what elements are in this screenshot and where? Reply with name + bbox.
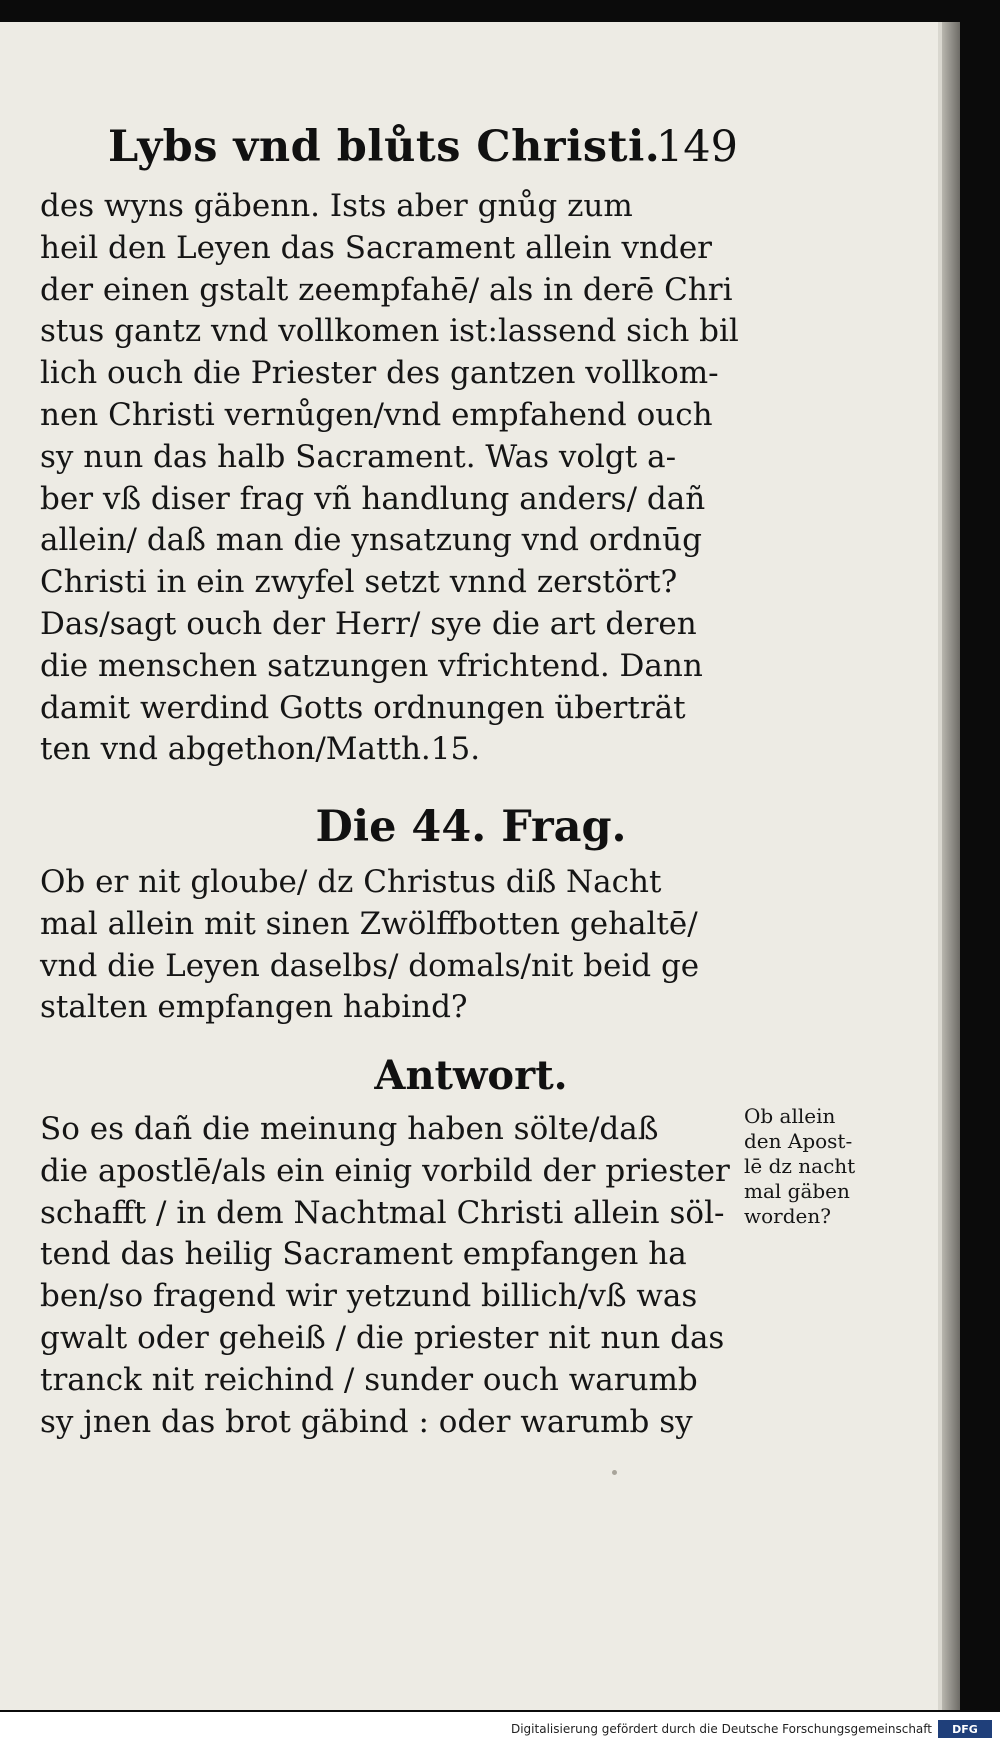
dfg-logo: DFG xyxy=(938,1720,992,1738)
text-line: der einen gstalt zeempfahē/ als in derē Chri xyxy=(40,271,733,308)
text-line: ber vß diser frag vñ handlung anders/ dañ xyxy=(40,480,706,517)
answer-text xyxy=(40,1109,740,1443)
text-line: gwalt oder geheiß / die priester nit nun das xyxy=(40,1319,725,1356)
text-line: Das/sagt ouch der Herr/ sye die art deren xyxy=(40,605,697,642)
text-line: die apostlē/als ein einig vorbild der priester xyxy=(40,1152,730,1189)
text-line: ben/so fragend wir yetzund billich/vß was xyxy=(40,1278,698,1315)
page-number: 149 xyxy=(655,122,738,172)
text-line: sy jnen das brot gäbind : oder warumb sy xyxy=(40,1403,693,1440)
marginal-note xyxy=(744,1104,914,1229)
page-edge xyxy=(942,22,960,1710)
text-line: mal allein mit sinen Zwölffbotten gehaltē/ xyxy=(40,905,698,942)
text-line: allein/ daß man die ynsatzung vnd ordnūg xyxy=(40,522,702,559)
answer-heading: Antwort. xyxy=(374,1052,568,1099)
text-line: vnd die Leyen daselbs/ domals/nit beid ge xyxy=(40,947,700,984)
text-line: lich ouch die Priester des gantzen vollkom- xyxy=(40,355,719,392)
text-line: Christi in ein zwyfel setzt vnnd zerstört? xyxy=(40,564,678,601)
text-line: tranck nit reichind / sunder ouch warumb xyxy=(40,1361,698,1398)
text-line: sy nun das halb Sacrament. Was volgt a- xyxy=(40,438,677,475)
text-line: ten vnd abgethon/Matth.15. xyxy=(40,731,481,768)
running-title: Lybs vnd blůts Christi. xyxy=(108,122,661,172)
funding-notice: Digitalisierung gefördert durch die Deutsche Forschungsgemeinschaft xyxy=(510,1722,932,1736)
text-line: tend das heilig Sacrament empfangen ha xyxy=(40,1236,687,1273)
marginal-line: den Apost- xyxy=(744,1129,853,1153)
marginal-line: worden? xyxy=(744,1204,831,1228)
text-line: die menschen satzungen vfrichtend. Dann xyxy=(40,647,703,684)
question-heading: Die 44. Frag. xyxy=(315,802,627,852)
paper-speck xyxy=(612,1470,617,1475)
question-text xyxy=(40,862,740,1029)
text-line: des wyns gäbenn. Ists aber gnůg zum xyxy=(40,188,633,224)
text-line: schafft / in dem Nachtmal Christi allein söl- xyxy=(40,1194,725,1231)
text-block-1 xyxy=(40,186,740,771)
book-page xyxy=(0,22,942,1710)
text-line: heil den Leyen das Sacrament allein vnder xyxy=(40,229,712,266)
marginal-line: mal gäben xyxy=(744,1179,850,1203)
text-line: damit werdind Gotts ordnungen überträt xyxy=(40,689,686,726)
text-line: Ob er nit gloube/ dz Christus diß Nacht xyxy=(40,864,662,900)
marginal-line: Ob allein xyxy=(744,1104,836,1128)
text-line: nen Christi vernůgen/vnd empfahend ouch xyxy=(40,396,713,433)
text-line: stus gantz vnd vollkomen ist:lassend sich bil xyxy=(40,313,739,350)
marginal-line: lē dz nacht xyxy=(744,1154,856,1178)
text-line: So es dañ die meinung haben sölte/daß xyxy=(40,1111,659,1147)
page-header xyxy=(108,122,738,186)
text-line: stalten empfangen habind? xyxy=(40,989,468,1026)
